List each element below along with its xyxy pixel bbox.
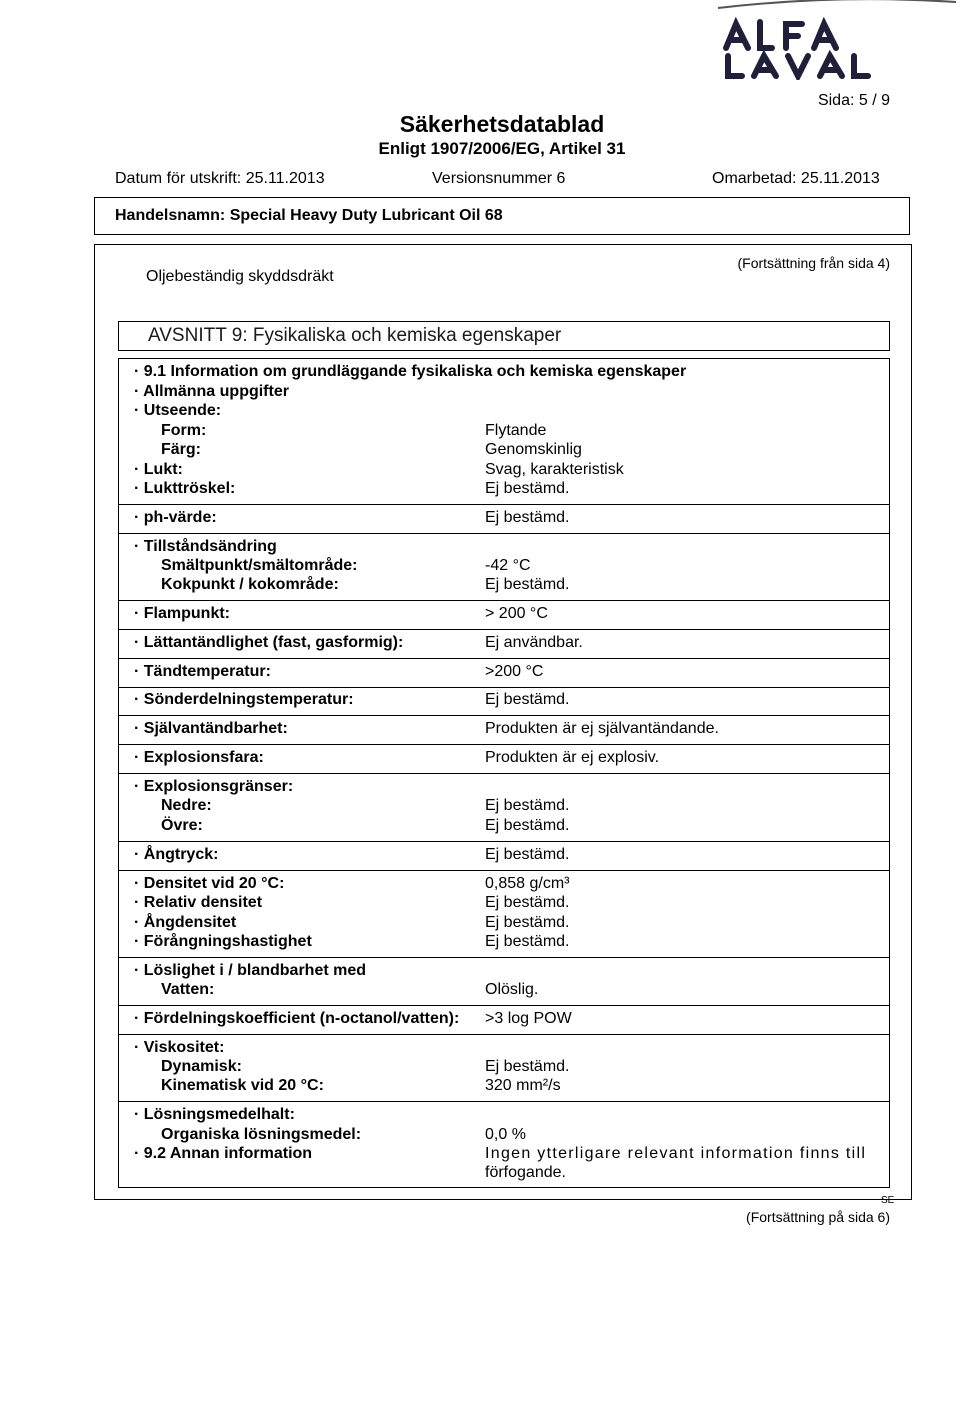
row-divider <box>119 600 889 601</box>
solvent-label: · Lösningsmedelhalt: <box>134 1106 295 1123</box>
properties-table <box>118 358 890 1188</box>
kinematic-value: 320 mm²/s <box>485 1077 561 1094</box>
partition-value: >3 log POW <box>485 1010 572 1027</box>
section-header <box>118 321 890 351</box>
row-divider <box>119 687 889 688</box>
language-mark: SE <box>881 1195 895 1206</box>
organic-solvent-label: Organiska lösningsmedel: <box>161 1126 362 1143</box>
state-change-label: · Tillståndsändring <box>134 538 277 555</box>
row-divider <box>119 533 889 534</box>
continued-from: (Fortsättning från sida 4) <box>737 255 890 271</box>
upper-limit-label: Övre: <box>161 817 203 834</box>
upper-limit-value: Ej bestämd. <box>485 817 570 834</box>
odor-threshold-value: Ej bestämd. <box>485 480 570 497</box>
row-divider <box>119 773 889 774</box>
other-info-value-line2: förfogande. <box>485 1164 566 1181</box>
document-subtitle: Enligt 1907/2006/EG, Artikel 31 <box>378 139 626 158</box>
row-divider <box>119 841 889 842</box>
row-divider <box>119 1101 889 1102</box>
explosion-limits-label: · Explosionsgränser: <box>134 778 294 795</box>
flammability-label: · Lättantändlighet (fast, gasformig): <box>134 634 404 651</box>
vapour-density-value: Ej bestämd. <box>485 914 570 931</box>
general-label: · Allmänna uppgifter <box>134 383 289 400</box>
row-divider <box>119 1034 889 1035</box>
section-title: AVSNITT 9: Fysikaliska och kemiska egenskaper <box>148 325 562 346</box>
viscosity-label: · Viskositet: <box>134 1039 225 1056</box>
page-number: Sida: 5 / 9 <box>817 92 890 109</box>
document-title: Säkerhetsdatablad <box>399 111 605 137</box>
relative-density-label: · Relativ densitet <box>134 894 263 911</box>
ignition-label: · Tändtemperatur: <box>134 663 271 680</box>
boiling-label: Kokpunkt / kokområde: <box>161 576 339 593</box>
other-info-value-line1: Ingen ytterligare relevant information finns till <box>485 1145 867 1162</box>
alfa-laval-logo <box>708 0 960 80</box>
flash-point-label: · Flampunkt: <box>134 605 230 622</box>
trade-name-box <box>94 197 910 235</box>
boiling-value: Ej bestämd. <box>485 576 570 593</box>
explosion-value: Produkten är ej explosiv. <box>485 749 660 766</box>
self-ignition-label: · Självantändbarhet: <box>134 720 288 737</box>
lower-limit-value: Ej bestämd. <box>485 797 570 814</box>
kinematic-label: Kinematisk vid 20 °C: <box>161 1077 324 1094</box>
color-value: Genomskinlig <box>485 441 582 458</box>
intro-label: · 9.1 Information om grundläggande fysikaliska och kemiska egenskaper <box>134 363 687 380</box>
row-divider <box>119 744 889 745</box>
carried-over-text: Oljebeständig skyddsdräkt <box>146 268 334 285</box>
row-divider <box>119 629 889 630</box>
relative-density-value: Ej bestämd. <box>485 894 570 911</box>
continued-to: (Fortsättning på sida 6) <box>746 1209 890 1225</box>
melting-label: Smältpunkt/smältområde: <box>161 557 358 574</box>
row-divider <box>119 715 889 716</box>
trade-name: Handelsnamn: Special Heavy Duty Lubricant Oil 68 <box>115 207 503 224</box>
dynamic-value: Ej bestämd. <box>485 1058 570 1075</box>
organic-solvent-value: 0,0 % <box>485 1126 526 1143</box>
decomposition-label: · Sönderdelningstemperatur: <box>134 691 354 708</box>
form-label: Form: <box>161 422 207 439</box>
solubility-label: · Löslighet i / blandbarhet med <box>134 962 367 979</box>
density-label: · Densitet vid 20 °C: <box>134 875 285 892</box>
row-divider <box>119 658 889 659</box>
odor-value: Svag, karakteristisk <box>485 461 624 478</box>
dynamic-label: Dynamisk: <box>161 1058 242 1075</box>
odor-label: · Lukt: <box>134 461 183 478</box>
ph-value: Ej bestämd. <box>485 509 570 526</box>
other-info-label: · 9.2 Annan information <box>134 1145 313 1162</box>
revision-date: Omarbetad: 25.11.2013 <box>712 170 880 187</box>
density-value: 0,858 g/cm³ <box>485 875 570 892</box>
odor-threshold-label: · Lukttröskel: <box>134 480 236 497</box>
water-label: Vatten: <box>161 981 215 998</box>
ph-label: · ph-värde: <box>134 509 217 526</box>
melting-value: -42 °C <box>485 557 531 574</box>
self-ignition-value: Produkten är ej självantändande. <box>485 720 719 737</box>
color-label: Färg: <box>161 441 201 458</box>
row-divider <box>119 870 889 871</box>
lower-limit-label: Nedre: <box>161 797 212 814</box>
vapour-pressure-value: Ej bestämd. <box>485 846 570 863</box>
explosion-label: · Explosionsfara: <box>134 749 264 766</box>
vapour-density-label: · Ångdensitet <box>134 914 237 931</box>
row-divider <box>119 957 889 958</box>
water-value: Olöslig. <box>485 981 539 998</box>
form-value: Flytande <box>485 422 547 439</box>
evaporation-value: Ej bestämd. <box>485 933 570 950</box>
row-divider <box>119 504 889 505</box>
partition-label: · Fördelningskoefficient (n-octanol/vatten): <box>134 1010 460 1027</box>
appearance-label: · Utseende: <box>134 402 222 419</box>
print-date: Datum för utskrift: 25.11.2013 <box>115 170 325 187</box>
row-divider <box>119 1005 889 1006</box>
flash-point-value: > 200 °C <box>485 605 548 622</box>
decomposition-value: Ej bestämd. <box>485 691 570 708</box>
ignition-value: >200 °C <box>485 663 544 680</box>
version-number: Versionsnummer 6 <box>432 170 566 187</box>
vapour-pressure-label: · Ångtryck: <box>134 846 219 863</box>
evaporation-label: · Förångningshastighet <box>134 933 312 950</box>
flammability-value: Ej användbar. <box>485 634 583 651</box>
